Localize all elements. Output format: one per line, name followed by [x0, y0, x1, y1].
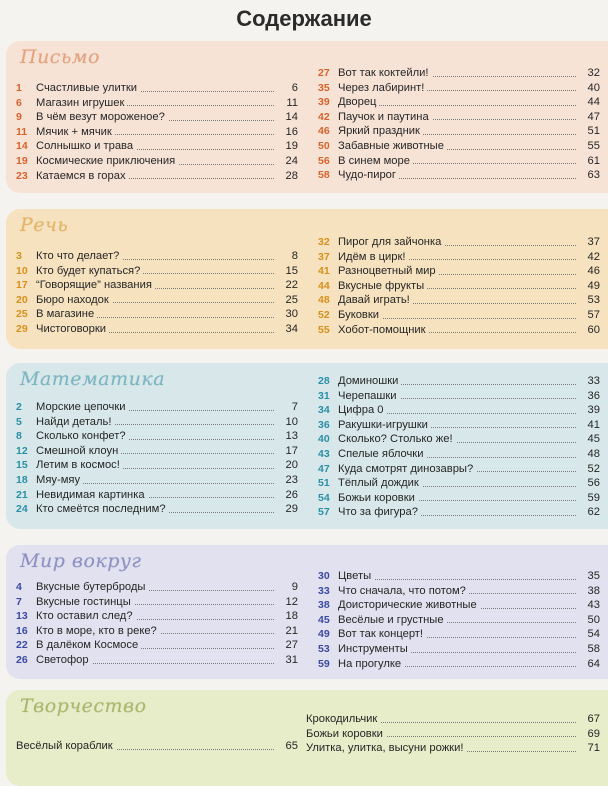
toc-entry — [318, 308, 600, 323]
section-title: Речь — [20, 214, 69, 236]
entry-title: Невидимая картинка — [36, 488, 148, 503]
entry-number: 59 — [318, 657, 330, 670]
entry-title: На прогулке — [338, 657, 404, 672]
section-mir — [6, 545, 608, 679]
right-column — [318, 374, 600, 520]
entry-page: 55 — [578, 139, 600, 154]
entry-page: 52 — [578, 462, 600, 477]
entry-page: 50 — [578, 613, 600, 628]
entry-number: 34 — [318, 404, 330, 417]
entry-page: 19 — [276, 139, 298, 154]
toc-entry — [318, 124, 600, 139]
toc-entry — [318, 81, 600, 96]
toc-entry — [318, 657, 600, 672]
toc-entry — [318, 462, 600, 477]
entry-number: 6 — [16, 96, 22, 109]
entry-page: 22 — [276, 278, 298, 293]
entry-page: 20 — [276, 458, 298, 473]
entry-page: 33 — [578, 374, 600, 389]
toc-entry — [306, 741, 600, 756]
entry-page: 41 — [578, 418, 600, 433]
entry-title: В магазине — [36, 307, 97, 322]
entry-number: 43 — [318, 447, 330, 460]
entry-page: 42 — [578, 250, 600, 265]
entry-number: 45 — [318, 613, 330, 626]
entry-number: 48 — [318, 294, 330, 307]
right-column — [318, 569, 600, 671]
entry-number: 12 — [16, 444, 28, 457]
entry-number: 15 — [16, 459, 28, 472]
toc-entry — [306, 727, 600, 742]
toc-entry — [16, 307, 298, 322]
entry-title: “Говорящие” названия — [36, 278, 155, 293]
entry-title: В синем море — [338, 154, 413, 169]
entry-page: 18 — [276, 609, 298, 624]
entry-number: 25 — [16, 308, 28, 321]
entry-number: 46 — [318, 125, 330, 138]
entry-number: 49 — [318, 628, 330, 641]
toc-entry — [16, 110, 298, 125]
entry-number: 39 — [318, 96, 330, 109]
toc-entry — [318, 447, 600, 462]
entry-number: 27 — [318, 67, 330, 79]
section-title: Письмо — [20, 46, 100, 68]
toc-entry — [16, 249, 298, 264]
entry-page: 23 — [276, 473, 298, 488]
left-column — [16, 249, 298, 337]
entry-page: 28 — [276, 169, 298, 184]
entry-number: 31 — [318, 389, 330, 402]
entry-page: 17 — [276, 444, 298, 459]
toc-entry — [318, 374, 600, 389]
entry-title: Бюро находок — [36, 293, 112, 308]
entry-number: 42 — [318, 110, 330, 123]
toc-entry — [16, 458, 298, 473]
entry-number: 36 — [318, 418, 330, 431]
entry-title: В чём везут мороженое? — [36, 110, 168, 125]
entry-title: Цифра 0 — [338, 403, 387, 418]
entry-number: 37 — [318, 250, 330, 263]
entry-page: 60 — [578, 323, 600, 338]
entry-page: 61 — [578, 154, 600, 169]
entry-page: 54 — [578, 627, 600, 642]
entry-page: 9 — [276, 580, 298, 595]
entry-title: Чистоговорки — [36, 322, 109, 337]
entry-page: 56 — [578, 476, 600, 491]
entry-number: 19 — [16, 154, 28, 167]
entry-page: 25 — [276, 293, 298, 308]
entry-page: 58 — [578, 642, 600, 657]
section-title: Математика — [20, 368, 166, 390]
toc-entry — [16, 502, 298, 517]
entry-page: 21 — [276, 624, 298, 639]
entry-title: Кто смеётся последним? — [36, 502, 169, 517]
entry-page: 43 — [578, 598, 600, 613]
entry-title: Тёплый дождик — [338, 476, 422, 491]
entry-title: Мяу-мяу — [36, 473, 83, 488]
entry-page: 63 — [578, 168, 600, 183]
entry-page: 7 — [276, 400, 298, 415]
entry-number: 40 — [318, 433, 330, 446]
entry-title: Сколько? Столько же! — [338, 432, 456, 447]
entry-number: 28 — [318, 375, 330, 387]
entry-title: Пирог для зайчонка — [338, 235, 444, 250]
entry-page: 35 — [578, 569, 600, 584]
entry-title: Магазин игрушек — [36, 96, 127, 111]
entry-number: 20 — [16, 293, 28, 306]
toc-entry — [16, 169, 298, 184]
toc-entry — [318, 264, 600, 279]
entry-number: 24 — [16, 503, 28, 516]
entry-title: Дворец — [338, 95, 379, 110]
toc-entry — [16, 154, 298, 169]
entry-title: Что за фигура? — [338, 505, 421, 520]
toc-entry — [318, 110, 600, 125]
entry-number: 55 — [318, 323, 330, 336]
entry-title: Что сначала, что потом? — [338, 584, 469, 599]
entry-number: 57 — [318, 506, 330, 519]
toc-entry — [318, 505, 600, 520]
toc-entry — [318, 95, 600, 110]
toc-entry — [318, 293, 600, 308]
entry-title: Кто будет купаться? — [36, 264, 143, 279]
entry-page: 13 — [276, 429, 298, 444]
toc-entry — [16, 400, 298, 415]
entry-page: 12 — [276, 595, 298, 610]
toc-entry — [318, 279, 600, 294]
entry-title: Разноцветный мир — [338, 264, 439, 279]
entry-page: 32 — [578, 66, 600, 81]
entry-title: Вот так коктейли! — [338, 66, 432, 81]
entry-title: Найди деталь! — [36, 415, 115, 430]
entry-number: 30 — [318, 570, 330, 582]
toc-entry — [16, 139, 298, 154]
toc-entry — [318, 432, 600, 447]
entry-number: 47 — [318, 462, 330, 475]
entry-page: 30 — [276, 307, 298, 322]
toc-entry — [16, 624, 298, 639]
toc-entry — [318, 584, 600, 599]
entry-number: 18 — [16, 473, 28, 486]
toc-entry — [16, 609, 298, 624]
entry-number: 54 — [318, 491, 330, 504]
entry-page: 45 — [578, 432, 600, 447]
toc-entry — [318, 323, 600, 338]
toc-entry — [16, 444, 298, 459]
entry-title: Вот так концерт! — [338, 627, 426, 642]
entry-number: 10 — [16, 264, 28, 277]
entry-title: Божьи коровки — [306, 727, 386, 742]
entry-title: Черепашки — [338, 389, 400, 404]
toc-entry — [16, 415, 298, 430]
entry-number: 38 — [318, 599, 330, 612]
entry-page: 14 — [276, 110, 298, 125]
left-column — [16, 739, 298, 754]
entry-number: 58 — [318, 169, 330, 182]
toc-entry — [318, 476, 600, 491]
entry-number: 26 — [16, 653, 28, 666]
entry-number: 1 — [16, 82, 22, 94]
entry-number: 23 — [16, 169, 28, 182]
entry-page: 47 — [578, 110, 600, 125]
entry-title: Куда смотрят динозавры? — [338, 462, 476, 477]
section-rech — [6, 209, 608, 349]
entry-title: Солнышко и трава — [36, 139, 136, 154]
toc-entry — [16, 595, 298, 610]
entry-number: 5 — [16, 415, 22, 428]
entry-title: Счастливые улитки — [36, 81, 140, 96]
entry-title: Крокодильчик — [306, 712, 380, 727]
entry-title: Хобот-помощник — [338, 323, 429, 338]
entry-title: Морские цепочки — [36, 400, 128, 415]
section-tvorchestvo — [6, 690, 608, 786]
entry-title: Смешной клоун — [36, 444, 121, 459]
toc-entry — [318, 598, 600, 613]
entry-number: 50 — [318, 139, 330, 152]
entry-title: Кто что делает? — [36, 249, 122, 264]
entry-title: Светофор — [36, 653, 92, 668]
toc-entry — [16, 429, 298, 444]
entry-title: Космические приключения — [36, 154, 178, 169]
left-column — [16, 81, 298, 183]
entry-page: 71 — [578, 741, 600, 756]
toc-entry — [318, 491, 600, 506]
entry-page: 16 — [276, 125, 298, 140]
toc-entry — [318, 627, 600, 642]
toc-entry — [16, 293, 298, 308]
toc-entry — [16, 278, 298, 293]
toc-entry — [318, 403, 600, 418]
entry-title: Доминошки — [338, 374, 401, 389]
section-title: Творчество — [20, 695, 147, 717]
entry-number: 14 — [16, 140, 28, 153]
entry-page: 24 — [276, 154, 298, 169]
entry-title: Весёлый кораблик — [16, 739, 116, 754]
entry-title: Кто оставил след? — [36, 609, 136, 624]
entry-page: 51 — [578, 124, 600, 139]
entry-title: Цветы — [338, 569, 374, 584]
toc-entry — [16, 488, 298, 503]
entry-title: Спелые яблочки — [338, 447, 426, 462]
right-column — [318, 66, 600, 183]
entry-title: Ракушки-игрушки — [338, 418, 431, 433]
toc-entry — [318, 250, 600, 265]
entry-page: 36 — [578, 389, 600, 404]
entry-number: 11 — [16, 125, 28, 138]
entry-number: 22 — [16, 639, 28, 652]
entry-page: 69 — [578, 727, 600, 742]
entry-number: 4 — [16, 581, 22, 593]
toc-entry — [16, 81, 298, 96]
entry-number: 17 — [16, 279, 28, 292]
entry-number: 8 — [16, 430, 22, 443]
entry-title: Через лабиринт! — [338, 81, 427, 96]
page-title: Содержание — [236, 6, 372, 31]
entry-page: 53 — [578, 293, 600, 308]
section-pismo — [6, 41, 608, 193]
entry-page: 39 — [578, 403, 600, 418]
entry-number: 44 — [318, 279, 330, 292]
entry-number: 3 — [16, 250, 22, 262]
toc-entry — [16, 125, 298, 140]
entry-number: 16 — [16, 624, 28, 637]
entry-title: Буковки — [338, 308, 382, 323]
entry-page: 10 — [276, 415, 298, 430]
entry-title: Забавные животные — [338, 139, 447, 154]
toc-entry — [16, 322, 298, 337]
entry-page: 15 — [276, 264, 298, 279]
entry-title: Идём в цирк! — [338, 250, 409, 265]
entry-page: 6 — [276, 81, 298, 96]
entry-title: Весёлые и грустные — [338, 613, 447, 628]
entry-title: Инструменты — [338, 642, 411, 657]
entry-number: 21 — [16, 488, 28, 501]
toc-entry — [16, 580, 298, 595]
toc-entry — [318, 418, 600, 433]
entry-number: 13 — [16, 610, 28, 623]
toc-entry — [318, 569, 600, 584]
entry-title: Божьи коровки — [338, 491, 418, 506]
toc-entry — [318, 642, 600, 657]
toc-entry — [306, 712, 600, 727]
entry-page: 49 — [578, 279, 600, 294]
entry-page: 38 — [578, 584, 600, 599]
entry-number: 7 — [16, 595, 22, 608]
toc-entry — [318, 613, 600, 628]
entry-title: Вкусные бутерброды — [36, 580, 148, 595]
entry-number: 9 — [16, 111, 22, 124]
toc-entry — [318, 139, 600, 154]
entry-number: 52 — [318, 308, 330, 321]
entry-title: Доисторические животные — [338, 598, 480, 613]
right-column — [306, 712, 600, 756]
right-column — [318, 235, 600, 337]
toc-entry — [16, 739, 298, 754]
section-title: Мир вокруг — [20, 550, 142, 572]
entry-page: 27 — [276, 638, 298, 653]
entry-page: 40 — [578, 81, 600, 96]
toc-entry — [16, 264, 298, 279]
entry-page: 62 — [578, 505, 600, 520]
entry-page: 11 — [276, 96, 298, 111]
entry-title: Улитка, улитка, высуни рожки! — [306, 741, 466, 756]
entry-title: Сколько конфет? — [36, 429, 129, 444]
entry-title: Давай играть! — [338, 293, 413, 308]
section-matematika — [6, 363, 608, 529]
entry-number: 32 — [318, 236, 330, 248]
entry-title: Паучок и паутина — [338, 110, 432, 125]
toc-entry — [318, 66, 600, 81]
toc-entry — [318, 389, 600, 404]
entry-number: 53 — [318, 642, 330, 655]
entry-page: 59 — [578, 491, 600, 506]
entry-title: Летим в космос! — [36, 458, 123, 473]
entry-page: 34 — [276, 322, 298, 337]
entry-page: 46 — [578, 264, 600, 279]
entry-title: Вкусные фрукты — [338, 279, 427, 294]
entry-number: 29 — [16, 322, 28, 335]
entry-page: 64 — [578, 657, 600, 672]
entry-number: 41 — [318, 265, 330, 278]
toc-entry — [318, 154, 600, 169]
entry-number: 33 — [318, 584, 330, 597]
entry-page: 26 — [276, 488, 298, 503]
entry-page: 67 — [578, 712, 600, 727]
entry-number: 2 — [16, 401, 22, 413]
toc-entry — [16, 638, 298, 653]
toc-entry — [318, 168, 600, 183]
entry-title: Кто в море, кто в реке? — [36, 624, 160, 639]
entry-title: Катаемся в горах — [36, 169, 129, 184]
toc-entry — [16, 473, 298, 488]
entry-page: 29 — [276, 502, 298, 517]
entry-page: 37 — [578, 235, 600, 250]
toc-entry — [16, 96, 298, 111]
entry-page: 44 — [578, 95, 600, 110]
entry-number: 35 — [318, 81, 330, 94]
entry-title: В далёком Космосе — [36, 638, 141, 653]
entry-title: Чудо-пирог — [338, 168, 399, 183]
toc-entry — [16, 653, 298, 668]
entry-page: 31 — [276, 653, 298, 668]
entry-page: 48 — [578, 447, 600, 462]
entry-title: Яркий праздник — [338, 124, 423, 139]
left-column — [16, 400, 298, 517]
left-column — [16, 580, 298, 668]
entry-page: 65 — [276, 739, 298, 754]
entry-number: 56 — [318, 154, 330, 167]
entry-title: Вкусные гостинцы — [36, 595, 134, 610]
toc-entry — [318, 235, 600, 250]
entry-number: 51 — [318, 477, 330, 490]
entry-page: 8 — [276, 249, 298, 264]
entry-title: Мячик + мячик — [36, 125, 115, 140]
entry-page: 57 — [578, 308, 600, 323]
